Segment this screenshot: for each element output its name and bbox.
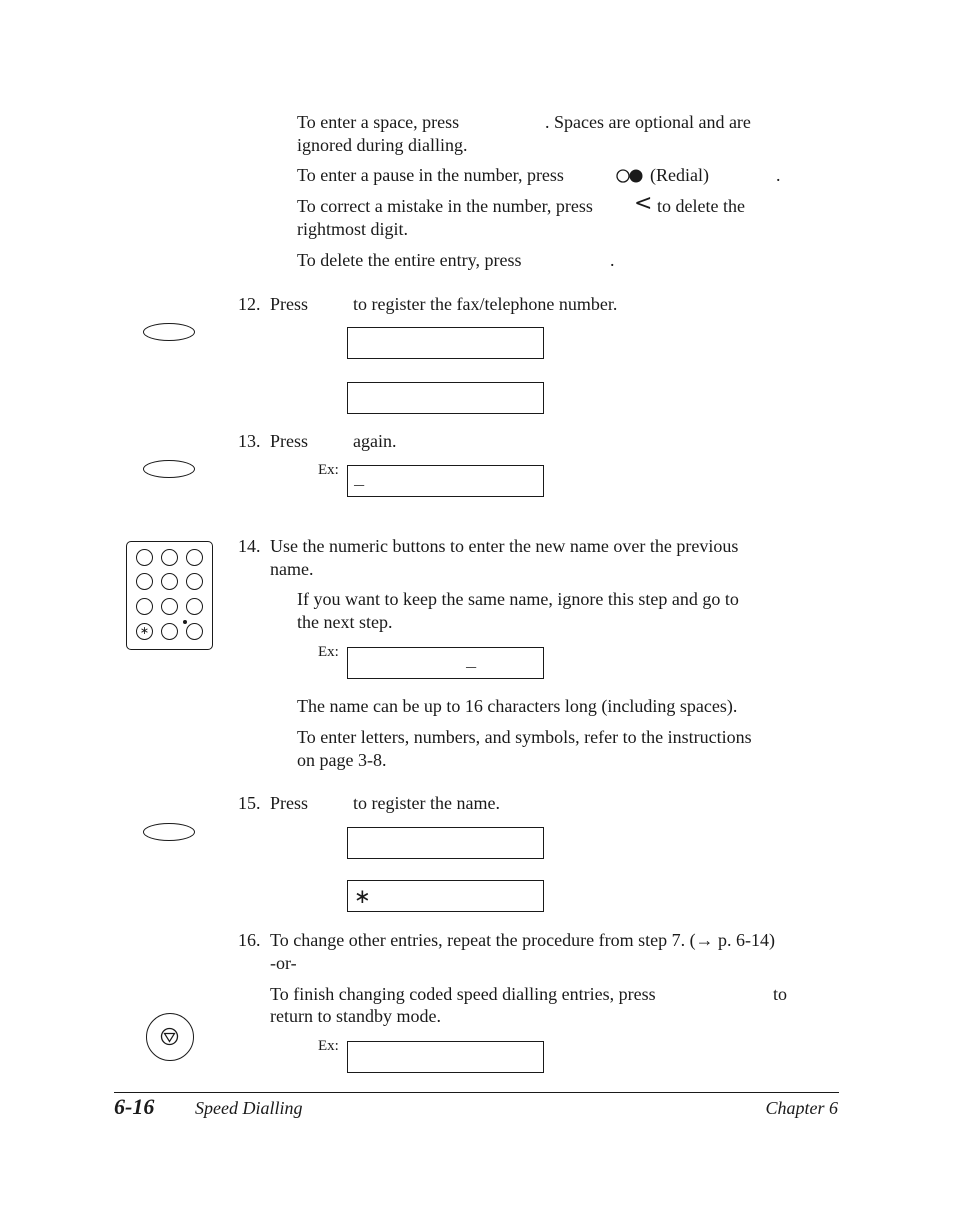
set-button-icon [143,323,195,341]
chapter-label: Chapter 6 [765,1098,838,1118]
lcd-display [347,1041,544,1073]
redial-label: (Redial) [650,165,709,185]
lcd-star: ∗ [354,884,371,908]
note-correct-text: To correct a mistake in the number, press [297,196,593,216]
step-number-12: 12. [238,294,261,314]
step-15-text: Press [270,793,309,813]
lcd-display [347,465,544,497]
step-13-text-cont: again. [353,431,397,451]
numeric-keypad-icon: ∗ [126,541,213,650]
note-delete-period: . [610,250,615,270]
lcd-display [347,327,544,359]
step-16-note: To finish changing coded speed dialling entries, press [270,984,656,1004]
step-number-15: 15. [238,793,261,813]
step-14-text-line2: name. [270,559,314,579]
step-number-14: 14. [238,536,261,556]
step-15-text-cont: to register the name. [353,793,500,813]
step-14-note-letters-line2: on page 3-8. [297,750,387,770]
lcd-display [347,382,544,414]
step-12-text-cont: to register the fax/telephone number. [353,294,618,314]
step-14-note-length: The name can be up to 16 characters long (including spaces). [297,696,738,716]
step-number-13: 13. [238,431,261,451]
footer-rule [114,1092,839,1093]
note-delete-text: To delete the entire entry, press [297,250,522,270]
redial-icon [616,167,644,190]
set-button-icon [143,823,195,841]
step-number-16: 16. [238,930,261,950]
lcd-display [347,647,544,679]
step-16-or: -or- [270,953,297,973]
lcd-cursor: _ [354,471,365,490]
note-pause-period: . [776,165,781,185]
note-space-text: To enter a space, press [297,112,460,132]
example-label: Ex: [318,462,339,478]
step-12-text: Press [270,294,309,314]
section-title: Speed Dialling [195,1098,303,1118]
example-label: Ex: [318,644,339,660]
note-correct-text-cont: to delete the [657,196,745,216]
example-label: Ex: [318,1038,339,1054]
lcd-display [347,827,544,859]
lcd-cursor: _ [466,653,477,672]
note-space-text-line2: ignored during dialling. [297,135,468,155]
step-13-text: Press [270,431,309,451]
note-space-text-cont: . Spaces are optional and are [545,112,751,132]
note-correct-text-line2: rightmost digit. [297,219,409,239]
step-14-note: If you want to keep the same name, ignore this step and go to [297,589,739,609]
step-14-text: Use the numeric buttons to enter the new name over the previous [270,536,739,556]
step-14-note-line2: the next step. [297,612,393,632]
page-number: 6-16 [114,1094,155,1119]
step-14-note-letters: To enter letters, numbers, and symbols, refer to the instructions [297,727,752,747]
step-16-text: To change other entries, repeat the procedure from step 7. (→ p. 6-14) [270,930,776,950]
set-button-icon [143,460,195,478]
left-arrow-icon: < [634,191,653,216]
step-16-note-line2: return to standby mode. [270,1006,441,1026]
stop-button-icon [146,1013,194,1061]
step-16-note-cont: to [773,984,788,1004]
lcd-display [347,880,544,912]
note-pause-text: To enter a pause in the number, press [297,165,564,185]
